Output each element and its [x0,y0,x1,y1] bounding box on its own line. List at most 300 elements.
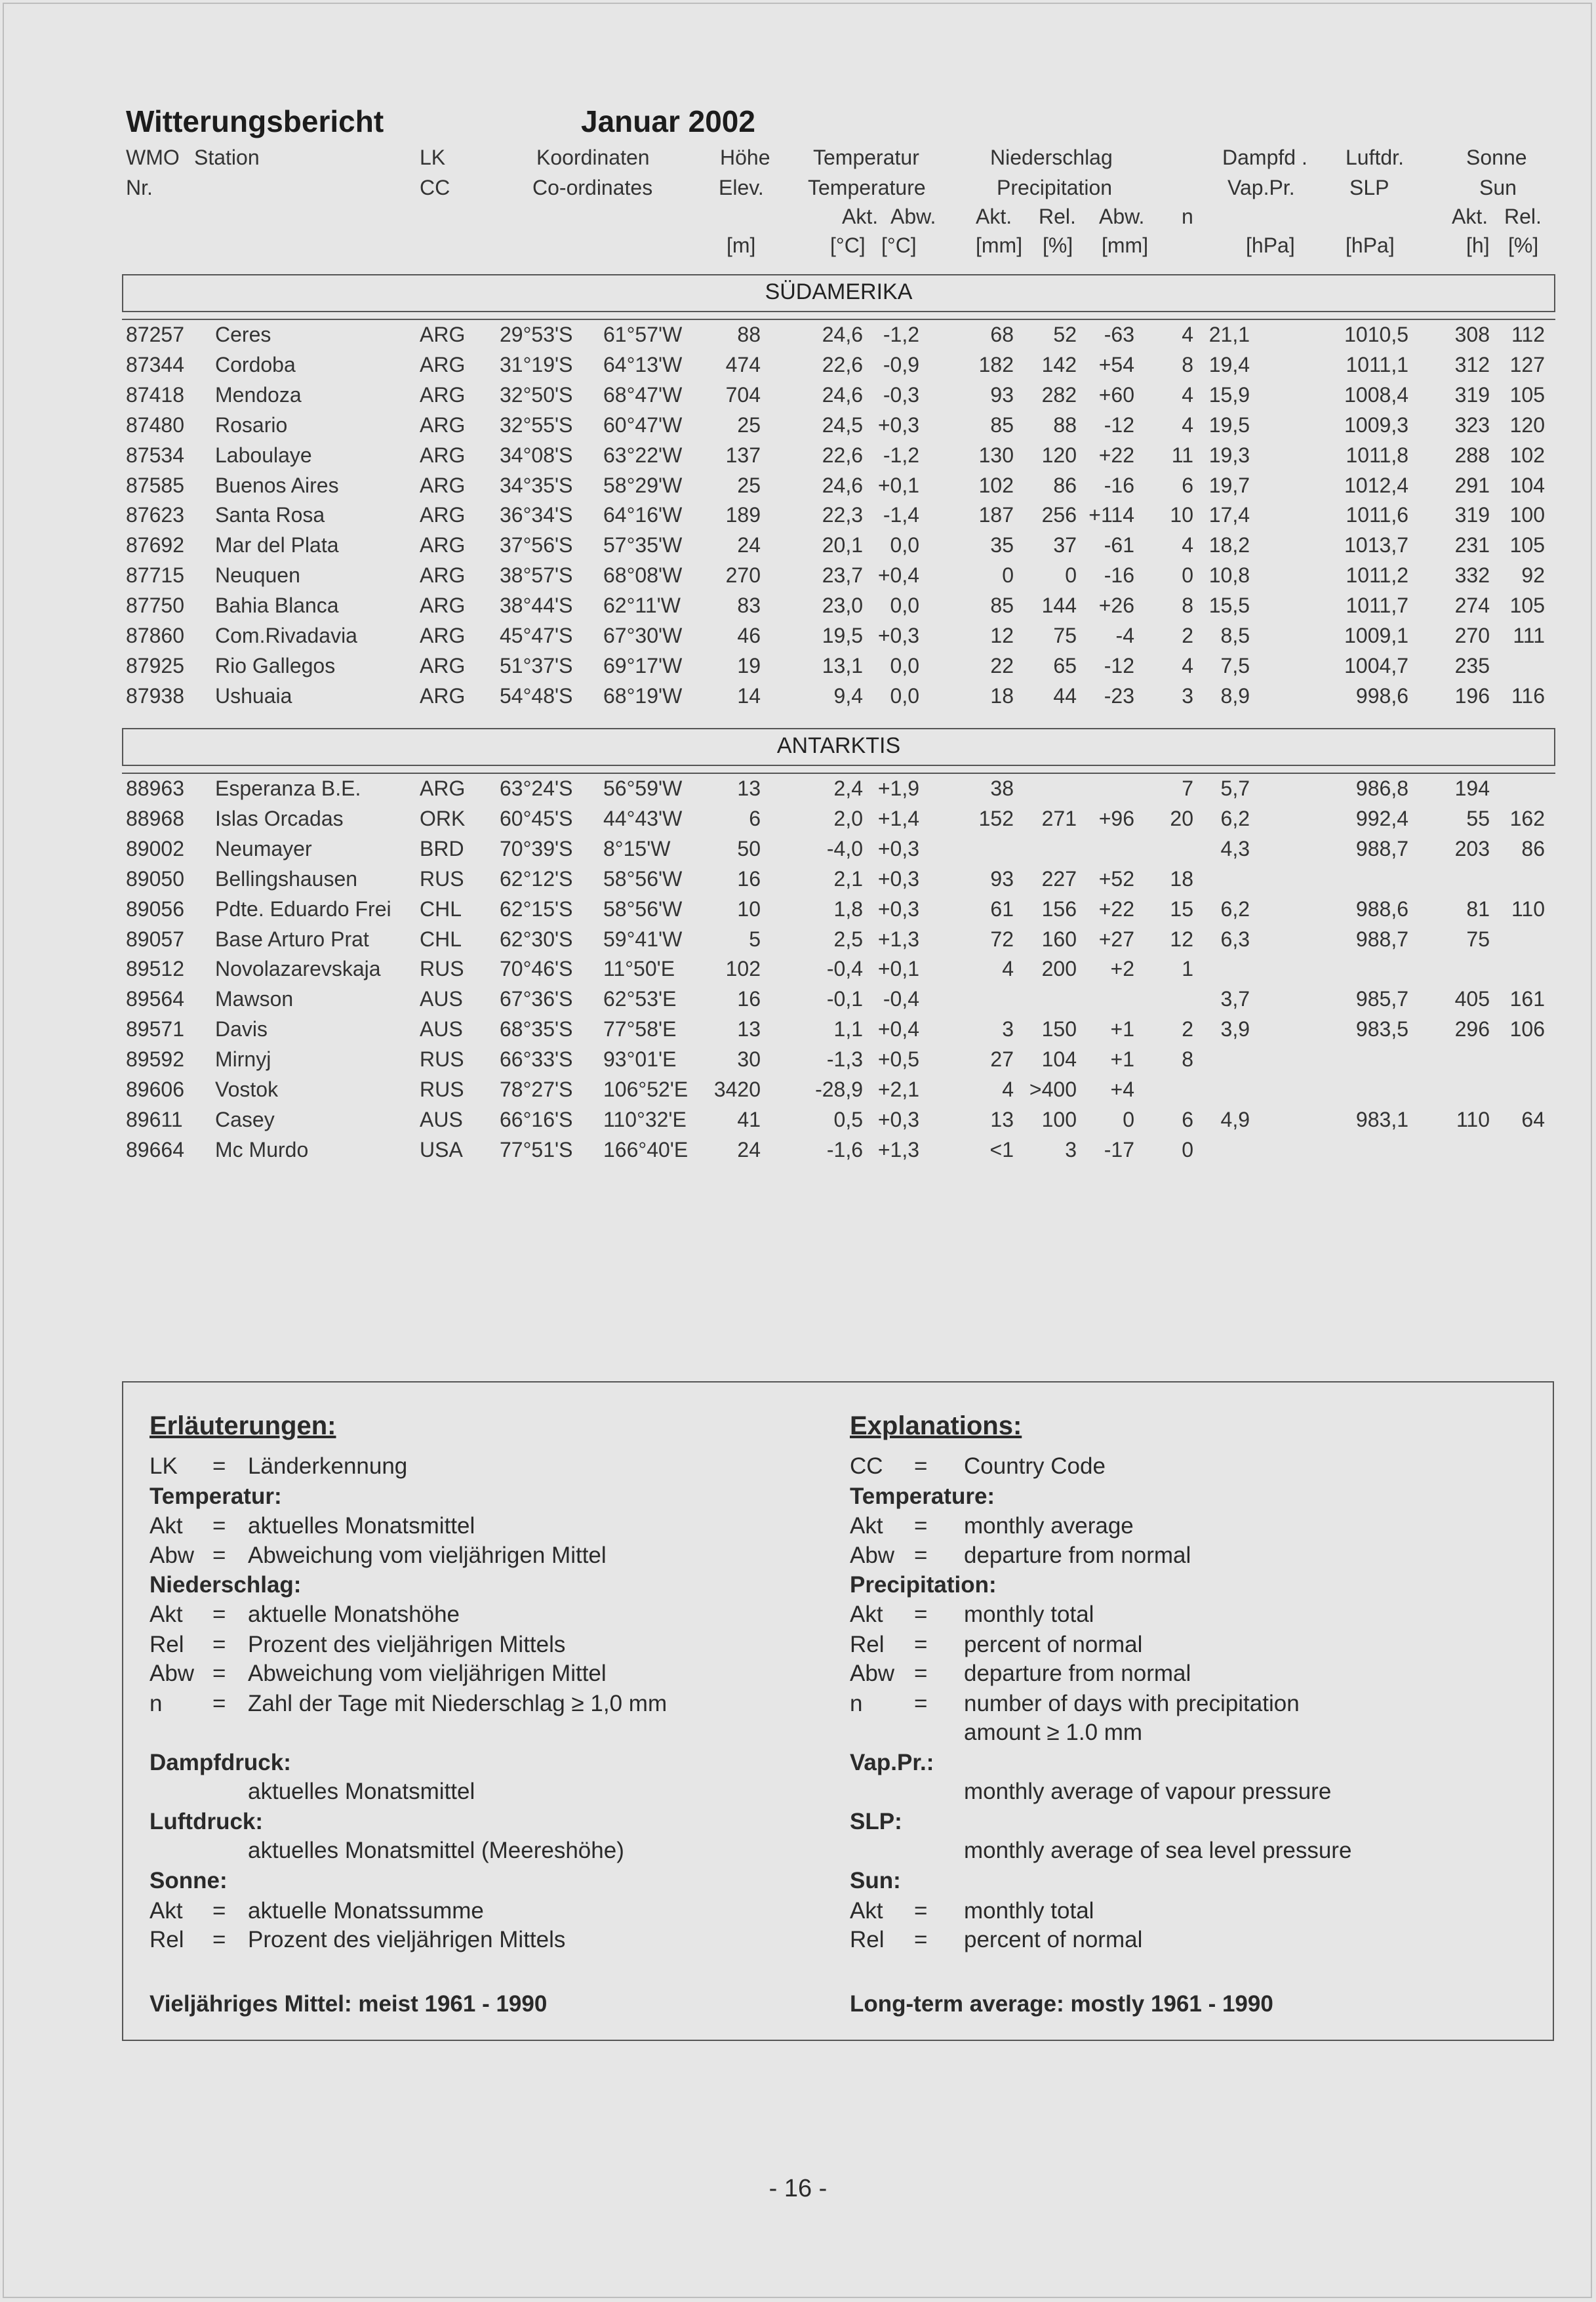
longitude: 64°16'W [603,503,683,527]
precip-rel: 88 [1053,413,1077,437]
sun-akt: 296 [1454,1017,1490,1041]
precip-days: 6 [1182,1107,1193,1131]
sun-akt: 323 [1454,413,1490,437]
sun-akt: 196 [1454,683,1490,708]
hdr-vap-pr: Vap.Pr. [1227,176,1295,199]
sea-level-pressure: 1010,5 [1344,323,1408,346]
explanation-definition: Länderkennung [248,1453,408,1479]
latitude: 78°27'S [500,1078,573,1101]
station-name: Neumayer [215,836,312,860]
precip-akt: 93 [990,382,1014,407]
sun-rel: 92 [1521,563,1545,588]
explanation-definition: aktuelle Monatshöhe [248,1602,460,1627]
temp-akt: 23,0 [822,594,863,618]
sea-level-pressure: 983,1 [1355,1107,1408,1131]
vapour-pressure: 4,3 [1220,836,1250,860]
section-title-suedamerika: SÜDAMERIKA [765,279,913,304]
precip-days: 4 [1182,382,1193,407]
elevation: 14 [737,683,761,708]
precip-abw: +54 [1098,352,1134,376]
sea-level-pressure: 1009,1 [1344,624,1408,647]
sun-rel: 112 [1511,323,1545,346]
longitude: 56°59'W [603,777,683,800]
precip-abw: -23 [1104,683,1134,708]
precip-akt: <1 [989,1137,1014,1161]
vapour-pressure: 4,9 [1220,1107,1250,1131]
explanation-equals: = [212,1691,226,1716]
explanation-equals: = [212,1513,226,1539]
explanation-term: Akt [850,1602,883,1627]
hdr-sun: Sun [1479,176,1517,199]
station-name: Esperanza B.E. [215,777,361,800]
longitude: 58°56'W [603,897,683,921]
sea-level-pressure: 1011,1 [1346,352,1408,376]
explanation-text: aktuelles Monatsmittel [248,1779,475,1804]
station-name: Davis [215,1017,268,1041]
temp-abw: 0,0 [890,533,919,557]
temp-abw: +1,3 [877,927,919,951]
sun-akt: 308 [1454,323,1490,346]
longitude: 57°35'W [603,533,683,557]
country-code: RUS [420,866,464,891]
precip-days: 4 [1182,323,1193,346]
elevation: 3420 [713,1078,761,1101]
precip-rel: 37 [1053,533,1077,557]
report-title: Witterungsbericht [126,104,384,138]
explanation-equals: = [212,1661,226,1686]
sun-rel: 86 [1521,836,1545,860]
temp-akt: 22,6 [822,443,863,467]
precip-abw: +26 [1098,594,1134,618]
explanation-group-title: Precipitation: [850,1572,997,1598]
precip-abw: +52 [1098,866,1134,891]
elevation: 46 [737,624,761,647]
precip-akt: 187 [978,503,1014,527]
hdr-luftdruck: Luftdr. [1346,146,1404,169]
elevation: 25 [737,473,761,497]
hdr-koordinaten: Koordinaten [536,146,650,169]
wmo-nr: 89512 [126,957,184,981]
vapour-pressure: 19,3 [1208,443,1250,467]
precip-akt: 152 [978,806,1014,830]
latitude: 38°57'S [500,563,573,588]
precip-akt: 38 [990,777,1014,800]
precip-days: 18 [1170,866,1193,891]
hdr-precip-abw: Abw. [1099,205,1145,228]
precip-rel: 271 [1041,806,1077,830]
hdr-temp-akt: Akt. [842,205,879,228]
temp-akt: 0,5 [833,1107,863,1131]
precip-akt: 102 [978,473,1014,497]
explanation-group-title: Vieljähriges Mittel: meist 1961 - 1990 [150,1991,548,2017]
explanation-equals: = [914,1632,928,1657]
country-code: ARG [420,683,466,708]
wmo-nr: 89057 [126,927,184,951]
vapour-pressure: 8,9 [1220,683,1250,708]
station-name: Vostok [215,1078,279,1101]
page-number: - 16 - [768,2175,828,2202]
precip-akt: 13 [990,1107,1014,1131]
sea-level-pressure: 988,7 [1355,836,1408,860]
country-code: RUS [420,1047,464,1072]
longitude: 62°53'E [603,987,677,1011]
sea-level-pressure: 1012,4 [1344,473,1408,497]
sun-rel: 127 [1509,352,1545,376]
sea-level-pressure: 988,6 [1355,897,1408,921]
temp-abw: +0,3 [877,413,919,437]
precip-rel: 200 [1041,957,1077,981]
temp-abw: -1,4 [883,503,919,527]
longitude: 63°22'W [603,443,683,467]
hdr-elevation: Elev. [719,176,764,199]
vapour-pressure: 19,7 [1208,473,1250,497]
temp-akt: 2,0 [833,806,863,830]
sun-akt: 55 [1466,806,1490,830]
latitude: 54°48'S [500,683,573,708]
temp-akt: -0,1 [826,987,863,1011]
elevation: 19 [737,653,761,677]
elevation: 88 [737,323,761,346]
latitude: 32°50'S [500,382,573,407]
precip-akt: 182 [978,352,1014,376]
temp-akt: 20,1 [822,533,863,557]
wmo-nr: 89056 [126,897,184,921]
precip-akt: 93 [990,866,1014,891]
latitude: 68°35'S [500,1017,573,1041]
explanation-equals: = [212,1453,226,1479]
explanation-definition: aktuelles Monatsmittel [248,1513,475,1539]
sun-rel: 116 [1511,683,1545,708]
sea-level-pressure: 983,5 [1355,1017,1408,1041]
vapour-pressure: 6,2 [1220,806,1250,830]
explanation-term: LK [150,1453,178,1479]
sun-rel: 105 [1509,594,1545,618]
temp-abw: +0,1 [877,957,919,981]
explanation-group-title: Niederschlag: [150,1572,302,1598]
precip-rel: 156 [1041,897,1077,921]
latitude: 31°19'S [500,352,573,376]
section-banner-antarktis [122,728,1555,766]
explanation-term: Akt [850,1898,883,1924]
vapour-pressure: 3,7 [1220,987,1250,1011]
station-name: Pdte. Eduardo Frei [215,897,391,921]
explanations-heading: Erläuterungen: [150,1411,336,1440]
precip-rel: 52 [1053,323,1077,346]
precip-days: 8 [1182,352,1193,376]
precip-rel: 227 [1041,866,1077,891]
latitude: 62°12'S [500,866,573,891]
precip-akt: 4 [1002,957,1014,981]
explanation-text: amount ≥ 1.0 mm [964,1720,1143,1745]
sea-level-pressure: 1009,3 [1344,413,1408,437]
station-name: Bellingshausen [215,866,358,891]
explanation-equals: = [914,1543,928,1568]
temp-abw: -0,9 [883,352,919,376]
temp-abw: 0,0 [890,594,919,618]
explanation-term: n [850,1691,863,1716]
latitude: 34°35'S [500,473,573,497]
precip-abw: -12 [1104,413,1134,437]
explanation-definition: monthly total [964,1898,1094,1924]
explanation-group-title: Temperatur: [150,1484,282,1509]
latitude: 66°16'S [500,1107,573,1131]
explanation-equals: = [914,1661,928,1686]
sun-akt: 203 [1454,836,1490,860]
explanation-group-title: Sun: [850,1868,901,1893]
temp-akt: 23,7 [822,563,863,588]
wmo-nr: 89664 [126,1137,184,1161]
wmo-nr: 89606 [126,1078,184,1101]
precip-abw: 0 [1123,1107,1134,1131]
temp-akt: -0,4 [826,957,863,981]
wmo-nr: 87344 [126,352,184,376]
wmo-nr: 87750 [126,594,184,618]
precip-akt: 27 [990,1047,1014,1072]
elevation: 50 [737,836,761,860]
sea-level-pressure: 1004,7 [1344,653,1408,677]
latitude: 63°24'S [500,777,573,800]
unit-hpa-vap: [hPa] [1246,233,1295,257]
hdr-sonne: Sonne [1466,146,1527,169]
precip-rel: 100 [1041,1107,1077,1131]
wmo-nr: 88968 [126,806,184,830]
precip-abw: -12 [1104,653,1134,677]
elevation: 41 [737,1107,761,1131]
sun-akt: 231 [1454,533,1490,557]
temp-akt: 13,1 [822,653,863,677]
station-name: Ceres [215,323,271,346]
precip-rel: 160 [1041,927,1077,951]
vapour-pressure: 6,3 [1220,927,1250,951]
explanation-equals: = [212,1898,226,1924]
elevation: 10 [737,897,761,921]
explanation-definition: monthly average [964,1513,1134,1539]
hdr-precipitation: Precipitation [997,176,1113,199]
wmo-nr: 87480 [126,413,184,437]
precip-abw: +2 [1110,957,1134,981]
precip-akt: 18 [990,683,1014,708]
sun-rel: 111 [1513,624,1545,647]
precip-rel: 3 [1065,1137,1077,1161]
temp-abw: +0,3 [877,897,919,921]
elevation: 102 [725,957,761,981]
explanation-definition: monthly total [964,1602,1094,1627]
hdr-slp: SLP [1349,176,1389,199]
country-code: USA [420,1137,463,1161]
longitude: 68°19'W [603,683,683,708]
explanation-group-title: Sonne: [150,1868,228,1893]
elevation: 24 [737,533,761,557]
precip-abw: -16 [1104,563,1134,588]
explanation-equals: = [914,1898,928,1924]
country-code: ORK [420,806,466,830]
explanation-definition: departure from normal [964,1543,1191,1568]
temp-akt: 19,5 [822,624,863,647]
wmo-nr: 87623 [126,503,184,527]
precip-days: 15 [1170,897,1193,921]
latitude: 37°56'S [500,533,573,557]
temp-akt: 22,6 [822,352,863,376]
sun-akt: 270 [1454,624,1490,647]
precip-akt: 12 [990,624,1014,647]
wmo-nr: 89571 [126,1017,184,1041]
station-name: Com.Rivadavia [215,624,357,647]
precip-abw: -61 [1104,533,1134,557]
elevation: 24 [737,1137,761,1161]
sun-rel: 161 [1509,987,1545,1011]
precip-akt: 68 [990,323,1014,346]
precip-days: 20 [1170,806,1193,830]
elevation: 83 [737,594,761,618]
hdr-temperature: Temperature [808,176,926,199]
station-name: Neuquen [215,563,300,588]
explanation-definition: Prozent des vieljährigen Mittels [248,1927,566,1952]
wmo-nr: 87585 [126,473,184,497]
precip-akt: 3 [1002,1017,1014,1041]
unit-hpa-slp: [hPa] [1346,233,1395,257]
precip-abw: +4 [1110,1078,1134,1101]
sun-rel: 104 [1509,473,1545,497]
elevation: 6 [749,806,761,830]
explanation-equals: = [914,1453,928,1479]
sun-akt: 194 [1454,777,1490,800]
precip-days: 12 [1170,927,1193,951]
temp-akt: 24,6 [822,323,863,346]
sun-akt: 274 [1454,594,1490,618]
longitude: 64°13'W [603,352,683,376]
station-name: Mawson [215,987,294,1011]
unit-c-akt: [°C] [830,233,866,257]
elevation: 13 [737,777,761,800]
explanation-term: Akt [150,1602,183,1627]
temp-akt: -1,3 [826,1047,863,1072]
precip-abw: +1 [1110,1017,1134,1041]
station-name: Bahia Blanca [215,594,339,618]
sea-level-pressure: 1011,7 [1346,594,1408,618]
hdr-temperatur: Temperatur [813,146,919,169]
temp-abw: +0,3 [877,1107,919,1131]
hdr-sun-akt: Akt. [1452,205,1488,228]
station-name: Laboulaye [215,443,312,467]
temp-abw: +1,9 [877,777,919,800]
longitude: 93°01'E [603,1047,677,1072]
precip-rel: >400 [1029,1078,1077,1101]
sun-akt: 319 [1454,382,1490,407]
wmo-nr: 89002 [126,836,184,860]
latitude: 77°51'S [500,1137,573,1161]
wmo-nr: 89050 [126,866,184,891]
vapour-pressure: 15,9 [1208,382,1250,407]
hdr-dampfdruck: Dampfd . [1222,146,1307,169]
latitude: 62°15'S [500,897,573,921]
latitude: 62°30'S [500,927,573,951]
explanations-heading: Explanations: [850,1411,1022,1440]
precip-akt: 61 [990,897,1014,921]
unit-pct-sun: [%] [1508,233,1539,257]
longitude: 166°40'E [603,1137,688,1161]
explanation-definition: aktuelle Monatssumme [248,1898,484,1924]
longitude: 68°47'W [603,382,683,407]
sun-akt: 319 [1454,503,1490,527]
unit-c-abw: [°C] [881,233,917,257]
longitude: 62°11'W [603,594,681,618]
explanation-term: Rel [850,1927,885,1952]
precip-akt: 22 [990,653,1014,677]
longitude: 60°47'W [603,413,683,437]
explanation-definition: percent of normal [964,1927,1143,1952]
precip-abw: +22 [1098,897,1134,921]
temp-akt: 24,5 [822,413,863,437]
precip-abw: -4 [1115,624,1134,647]
precip-akt: 4 [1002,1078,1014,1101]
precip-rel: 282 [1041,382,1077,407]
temp-akt: 2,4 [833,777,863,800]
vapour-pressure: 10,8 [1208,563,1250,588]
explanation-text: monthly average of vapour pressure [964,1779,1332,1804]
sea-level-pressure: 1011,8 [1346,443,1408,467]
wmo-nr: 87925 [126,653,184,677]
station-name: Ushuaia [215,683,292,708]
explanation-text: aktuelles Monatsmittel (Meereshöhe) [248,1838,624,1863]
sea-level-pressure: 1008,4 [1344,382,1408,407]
precip-abw: -63 [1104,323,1134,346]
country-code: ARG [420,443,466,467]
sea-level-pressure: 988,7 [1355,927,1408,951]
precip-days: 7 [1182,777,1193,800]
explanation-term: CC [850,1453,883,1479]
precip-rel: 0 [1065,563,1077,588]
latitude: 45°47'S [500,624,573,647]
precip-abw: +27 [1098,927,1134,951]
section-banner-suedamerika [122,274,1555,312]
wmo-nr: 88963 [126,777,184,800]
wmo-nr: 89564 [126,987,184,1011]
sun-akt: 235 [1454,653,1490,677]
explanation-term: Akt [150,1513,183,1539]
wmo-nr: 89592 [126,1047,184,1072]
precip-days: 4 [1182,653,1193,677]
country-code: ARG [420,352,466,376]
precip-rel: 120 [1041,443,1077,467]
vapour-pressure: 15,5 [1208,594,1250,618]
hdr-niederschlag: Niederschlag [990,146,1113,169]
explanation-group-title: Temperature: [850,1484,995,1509]
explanation-term: Rel [150,1927,184,1952]
sun-rel: 162 [1509,806,1545,830]
temp-akt: 1,1 [833,1017,863,1041]
precip-days: 8 [1182,1047,1193,1072]
hdr-temp-abw: Abw. [890,205,936,228]
temp-abw: +2,1 [877,1078,919,1101]
elevation: 16 [737,987,761,1011]
precip-rel: 44 [1053,683,1077,708]
country-code: ARG [420,533,466,557]
latitude: 29°53'S [500,323,573,346]
sun-akt: 81 [1466,897,1490,921]
explanation-term: n [150,1691,163,1716]
elevation: 5 [749,927,761,951]
explanation-term: Rel [850,1632,885,1657]
hdr-precip-akt: Akt. [976,205,1012,228]
longitude: 59°41'W [603,927,683,951]
sun-akt: 332 [1454,563,1490,588]
country-code: ARG [420,503,466,527]
precip-rel: 256 [1041,503,1077,527]
wmo-nr: 87938 [126,683,184,708]
temp-abw: 0,0 [890,683,919,708]
hdr-station: Station [194,146,260,169]
explanation-equals: = [914,1602,928,1627]
